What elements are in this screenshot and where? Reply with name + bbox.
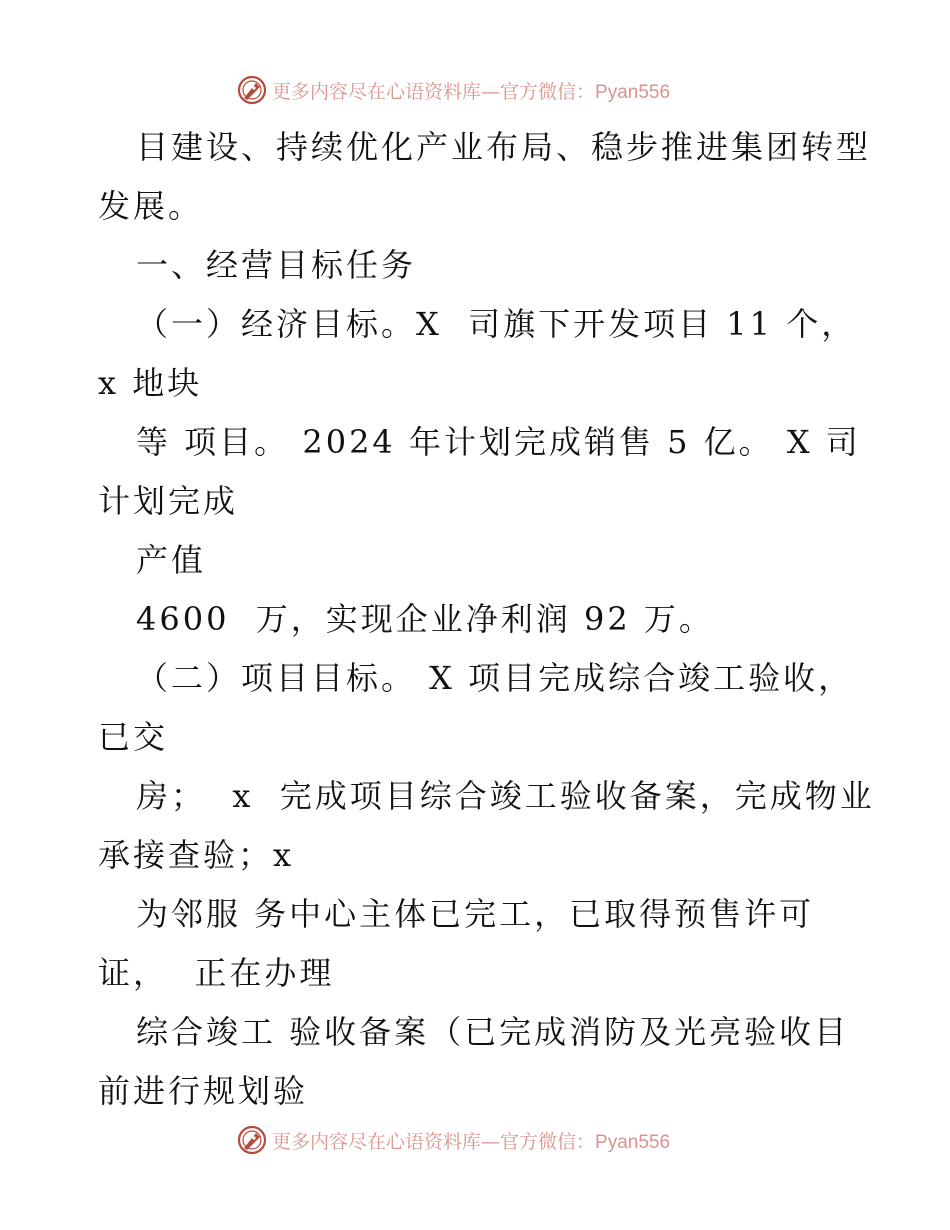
paragraph-line: （一）经济目标。X 司旗下开发项目 11 个， <box>136 305 857 343</box>
pen-nib-logo-icon <box>236 1124 268 1156</box>
paragraph-line: 房； x 完成项目综合竣工验收备案，完成物业 <box>136 777 875 815</box>
paragraph-line: 为邻服 务中心主体已完工，已取得预售许可 <box>136 895 815 933</box>
paragraph-line: 承接查验；x <box>98 836 295 874</box>
paragraph-line: 已交 <box>98 718 169 756</box>
paragraph-line: 产值 <box>136 541 207 579</box>
footer-watermark <box>236 1122 670 1158</box>
paragraph-line: 目建设、持续优化产业布局、稳步推进集团转型 <box>136 128 872 166</box>
paragraph-line: 计划完成 <box>98 482 239 520</box>
paragraph-line: 前进行规划验 <box>98 1072 309 1110</box>
paragraph-line: 4600 万，实现企业净利润 92 万。 <box>136 600 714 638</box>
paragraph-line: 综合竣工 验收备案（已完成消防及光亮验收目 <box>136 1013 850 1051</box>
header-watermark <box>236 72 670 108</box>
watermark-text: 更多内容尽在心语资料库—官方微信：Pyan556 <box>272 1130 671 1153</box>
paragraph-line: （二）项目目标。 X 项目完成综合竣工验收， <box>136 659 854 697</box>
paragraph-line: 证， 正在办理 <box>98 954 335 992</box>
paragraph-line: 发展。 <box>98 187 204 225</box>
paragraph-line: x 地块 <box>98 364 203 402</box>
watermark-text: 更多内容尽在心语资料库—官方微信：Pyan556 <box>272 80 671 103</box>
paragraph-line: 等 项目。 2024 年计划完成销售 5 亿。 X 司 <box>136 423 861 461</box>
section-heading: 一、经营目标任务 <box>136 246 417 284</box>
pen-nib-logo-icon <box>236 74 268 106</box>
